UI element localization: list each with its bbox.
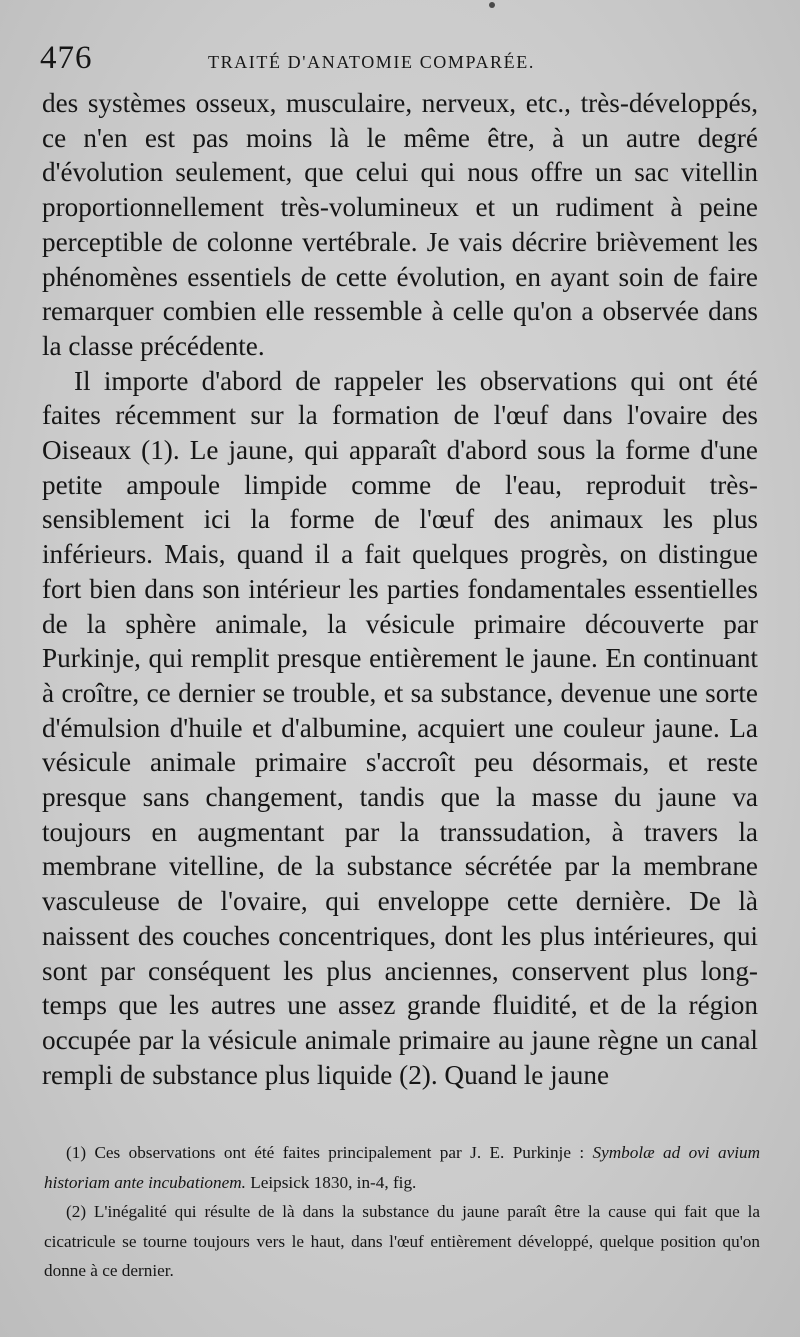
page-header [40,40,760,84]
footnote-1 [44,1138,760,1197]
main-text [42,86,758,1092]
paragraph-ovary-formation: Il importe d'abord de rappeler les observations qui ont été faites récemment sur la formation de l'œuf dans l'ovaire des Oiseaux (1). Le jaune, qui apparaît d'abord sous la forme d'une petite ampoule limpide comme de l'eau, reproduit très-sensiblement ici la forme de l'œuf des animaux les plus inférieurs. Mais, quand il a fait quelques progrès, on distingue fort bien dans son intérieur les parties fondamentales essentielles de la sphère animale, la vésicule primaire découverte par Purkinje, qui remplit presque entièrement le jaune. En continuant à croître, ce dernier se trouble, et sa substance, devenue une sorte d'émulsion d'huile et d'albumine, acquiert une couleur jaune. La vésicule animale primaire s'accroît peu désormais, et reste presque sans changement, tandis que la masse du jaune va toujours en augmentant par la transsudation, à travers la membrane vitelline, de la substance sécrétée par la membrane vasculeuse de l'ovaire, qui enveloppe cette dernière. De là naissent des couches concentriques, dont les plus intérieures, qui sont par conséquent les plus anciennes, conservent plus long-temps que les autres une assez grande fluidité, et de la région occupée par la vésicule animale primaire au jaune règne un canal rempli de substance plus liquide (2). Quand le jaune [42,365,758,1090]
footnote-1-title: Symbolæ ad ovi avium historiam ante incubationem. [44,1143,760,1192]
footnotes [44,1138,760,1286]
ink-speck-decoration [489,2,495,8]
footnote-1-tail: Leipsick 1830, in-4, fig. [245,1172,417,1192]
footnote-2: (2) L'inégalité qui résulte de là dans la substance du jaune paraît être la cause qui fait que la cicatricule se tourne toujours vers le haut, dans l'œuf entièrement développé, quelque position qu'on donne à ce dernier. [44,1202,760,1280]
running-title: TRAITÉ D'ANATOMIE COMPARÉE. [208,52,535,72]
footnote-1-lead: (1) Ces observations ont été faites principalement par J. E. Purkinje : [66,1143,593,1162]
page-number: 476 [40,40,93,76]
paragraph-continued: des systèmes osseux, musculaire, nerveux, etc., très-développés, ce n'en est pas moins là le même être, à un autre degré d'évolution seulement, que celui qui nous offre un sac vitellin proportionnellement très-volumineux et un rudiment à peine perceptible de colonne vertébrale. Je vais décrire brièvement les phénomènes essentiels de cette évolution, en ayant soin de faire remarquer combien elle ressemble à celle qu'on a observée dans la classe précédente. [42,88,758,361]
